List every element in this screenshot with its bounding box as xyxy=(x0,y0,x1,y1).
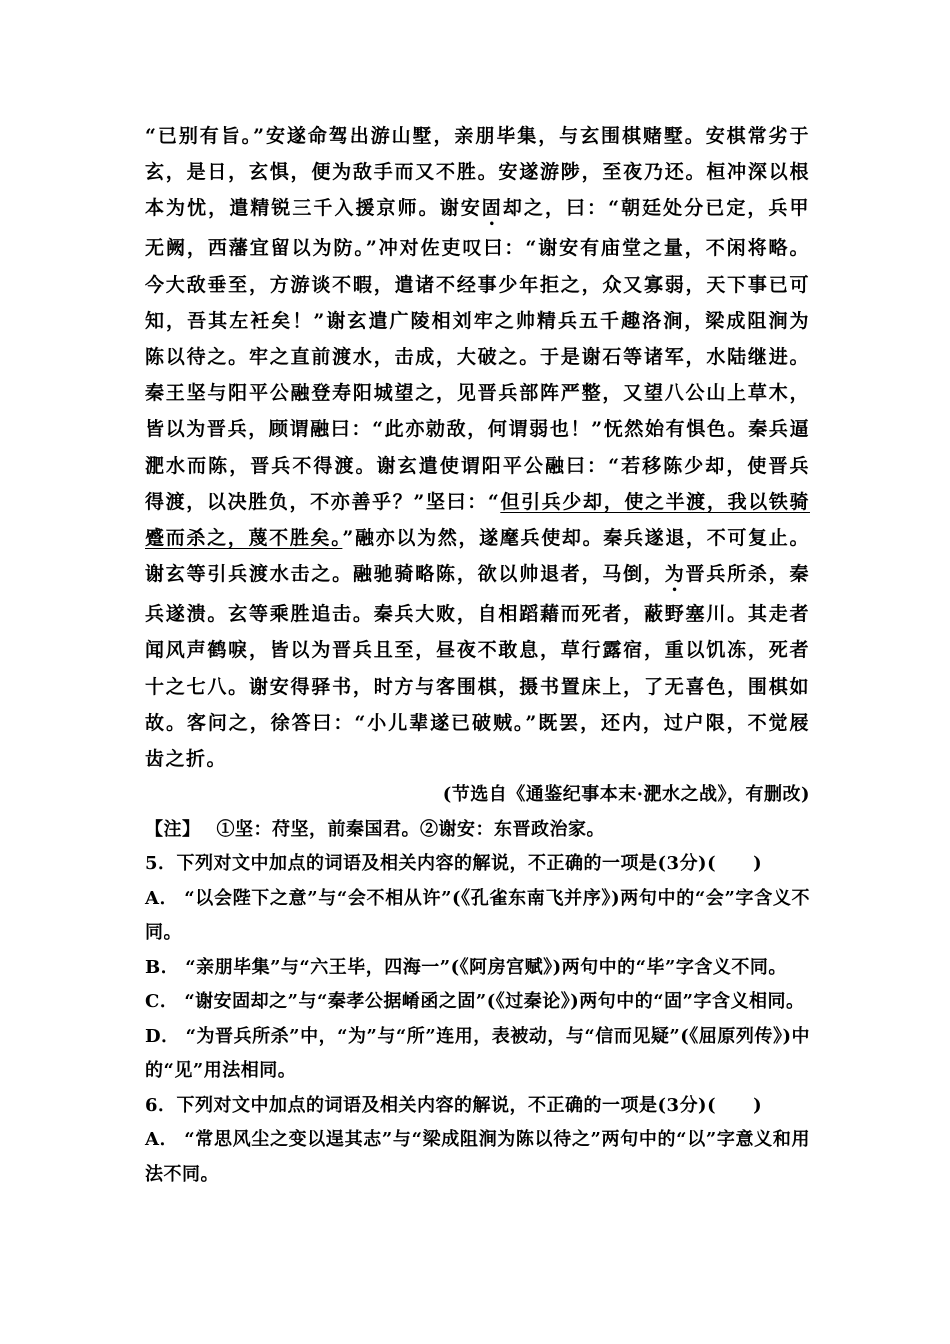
option-a xyxy=(145,1123,810,1192)
question-stem: 5．下列对文中加点的词语及相关内容的解说，不正确的一项是(3分)( ) xyxy=(145,853,763,875)
notes-text: ①坚：苻坚，前秦国君。②谢安：东晋政治家。 xyxy=(216,819,605,841)
document-page xyxy=(145,118,810,1192)
option-text: “以会陛下之意”与“会不相从许”(《孔雀东南飞并序》)两句中的“会”字含义不同。 xyxy=(145,887,810,944)
question-5 xyxy=(145,847,810,1089)
underlined-sentence: 但引兵少却，使之半渡，我以铁骑蹙而杀之，蔑不胜矣。 xyxy=(145,490,810,550)
option-letter: C． xyxy=(145,991,179,1013)
passage-source: (节选自《通鉴纪事本末·淝水之战》，有删改) xyxy=(442,784,810,806)
question-stem: 6．下列对文中加点的词语及相关内容的解说，不正确的一项是(3分)( ) xyxy=(145,1094,763,1116)
emphasized-word-gu: 固 xyxy=(481,197,503,220)
passage-segment: 却之，曰：“朝廷处分已定，兵甲无阙，西藩宜留以为防。”冲对佐吏叹曰：“谢安有庙堂之量，不闲将略。今大敌垂至，方游谈不暇，遣诸不经事少年拒之，众又寡弱，天下事已可知，吾其左衽矣！”谢玄遣广陵相刘牢之帅精兵五千趣洛涧，梁成阻涧为陈以待之。牢之直前渡水，击成，大破之。于是谢石等诸军，水陆继进。秦王坚与阳平公融登寿阳城望之，见晋兵部阵严整，又望八公山上草木，皆以为晋兵，顾谓融曰：“此亦勍敌，何谓弱也！”怃然始有惧色。秦兵逼淝水而陈，晋兵不得渡。谢玄遣使谓阳平公融曰：“若移陈少却，使晋兵得渡，以决胜负，不亦善乎？”坚曰：“ xyxy=(145,197,810,513)
option-letter: A． xyxy=(145,887,179,909)
option-b xyxy=(145,951,810,986)
question-6 xyxy=(145,1089,810,1193)
option-letter: D． xyxy=(145,1025,180,1047)
passage-text xyxy=(145,118,810,777)
option-a xyxy=(145,882,810,951)
passage-segment: ”融亦以为然，遂麾兵使却。秦兵遂退，不可复止。谢玄等引兵渡水击之。融驰骑略陈，欲以帅退者，马倒， xyxy=(145,527,810,586)
option-text: “为晋兵所杀”中，“为”与“所”连用，表被动，与“信而见疑”(《屈原列传》)中的“见”用法相同。 xyxy=(145,1025,811,1082)
option-letter: A． xyxy=(145,1129,179,1151)
option-letter: B． xyxy=(145,956,180,978)
notes-tag: 【注】 xyxy=(145,819,201,841)
notes xyxy=(145,813,810,847)
option-d xyxy=(145,1020,810,1089)
option-c xyxy=(145,985,810,1020)
passage-segment: “已别有旨。”安遂命驾出游山墅，亲朋毕集，与玄围棋赌墅。安棋常劣于玄，是日，玄惧，便为敌手而又不胜。安遂游陟，至夜乃还。桓冲深以根本为忧，遣精锐三千入援京师。谢安 xyxy=(145,125,810,220)
passage-segment: 晋兵所杀，秦兵遂溃。玄等乘胜追击。秦兵大败，自相蹈藉而死者，蔽野塞川。其走者闻风声鹤唳，皆以为晋兵且至，昼夜不敢息，草行露宿，重以饥冻，死者十之七八。谢安得驿书，时方与客围棋，摄书置床上，了无喜色，围棋如故。客问之，徐答曰：“小儿辈遂已破贼。”既罢，还内，过户限，不觉屐齿之折。 xyxy=(145,563,810,771)
option-text: “亲朋毕集”与“六王毕，四海一”(《阿房宫赋》)两句中的“毕”字含义不同。 xyxy=(185,956,787,978)
option-text: “常思风尘之变以逞其志”与“梁成阻涧为陈以待之”两句中的“以”字意义和用法不同。 xyxy=(145,1129,811,1185)
option-text: “谢安固却之”与“秦孝公据崤函之固”(《过秦论》)两句中的“固”字含义相同。 xyxy=(184,991,805,1013)
emphasized-word-wei: 为 xyxy=(664,563,686,586)
